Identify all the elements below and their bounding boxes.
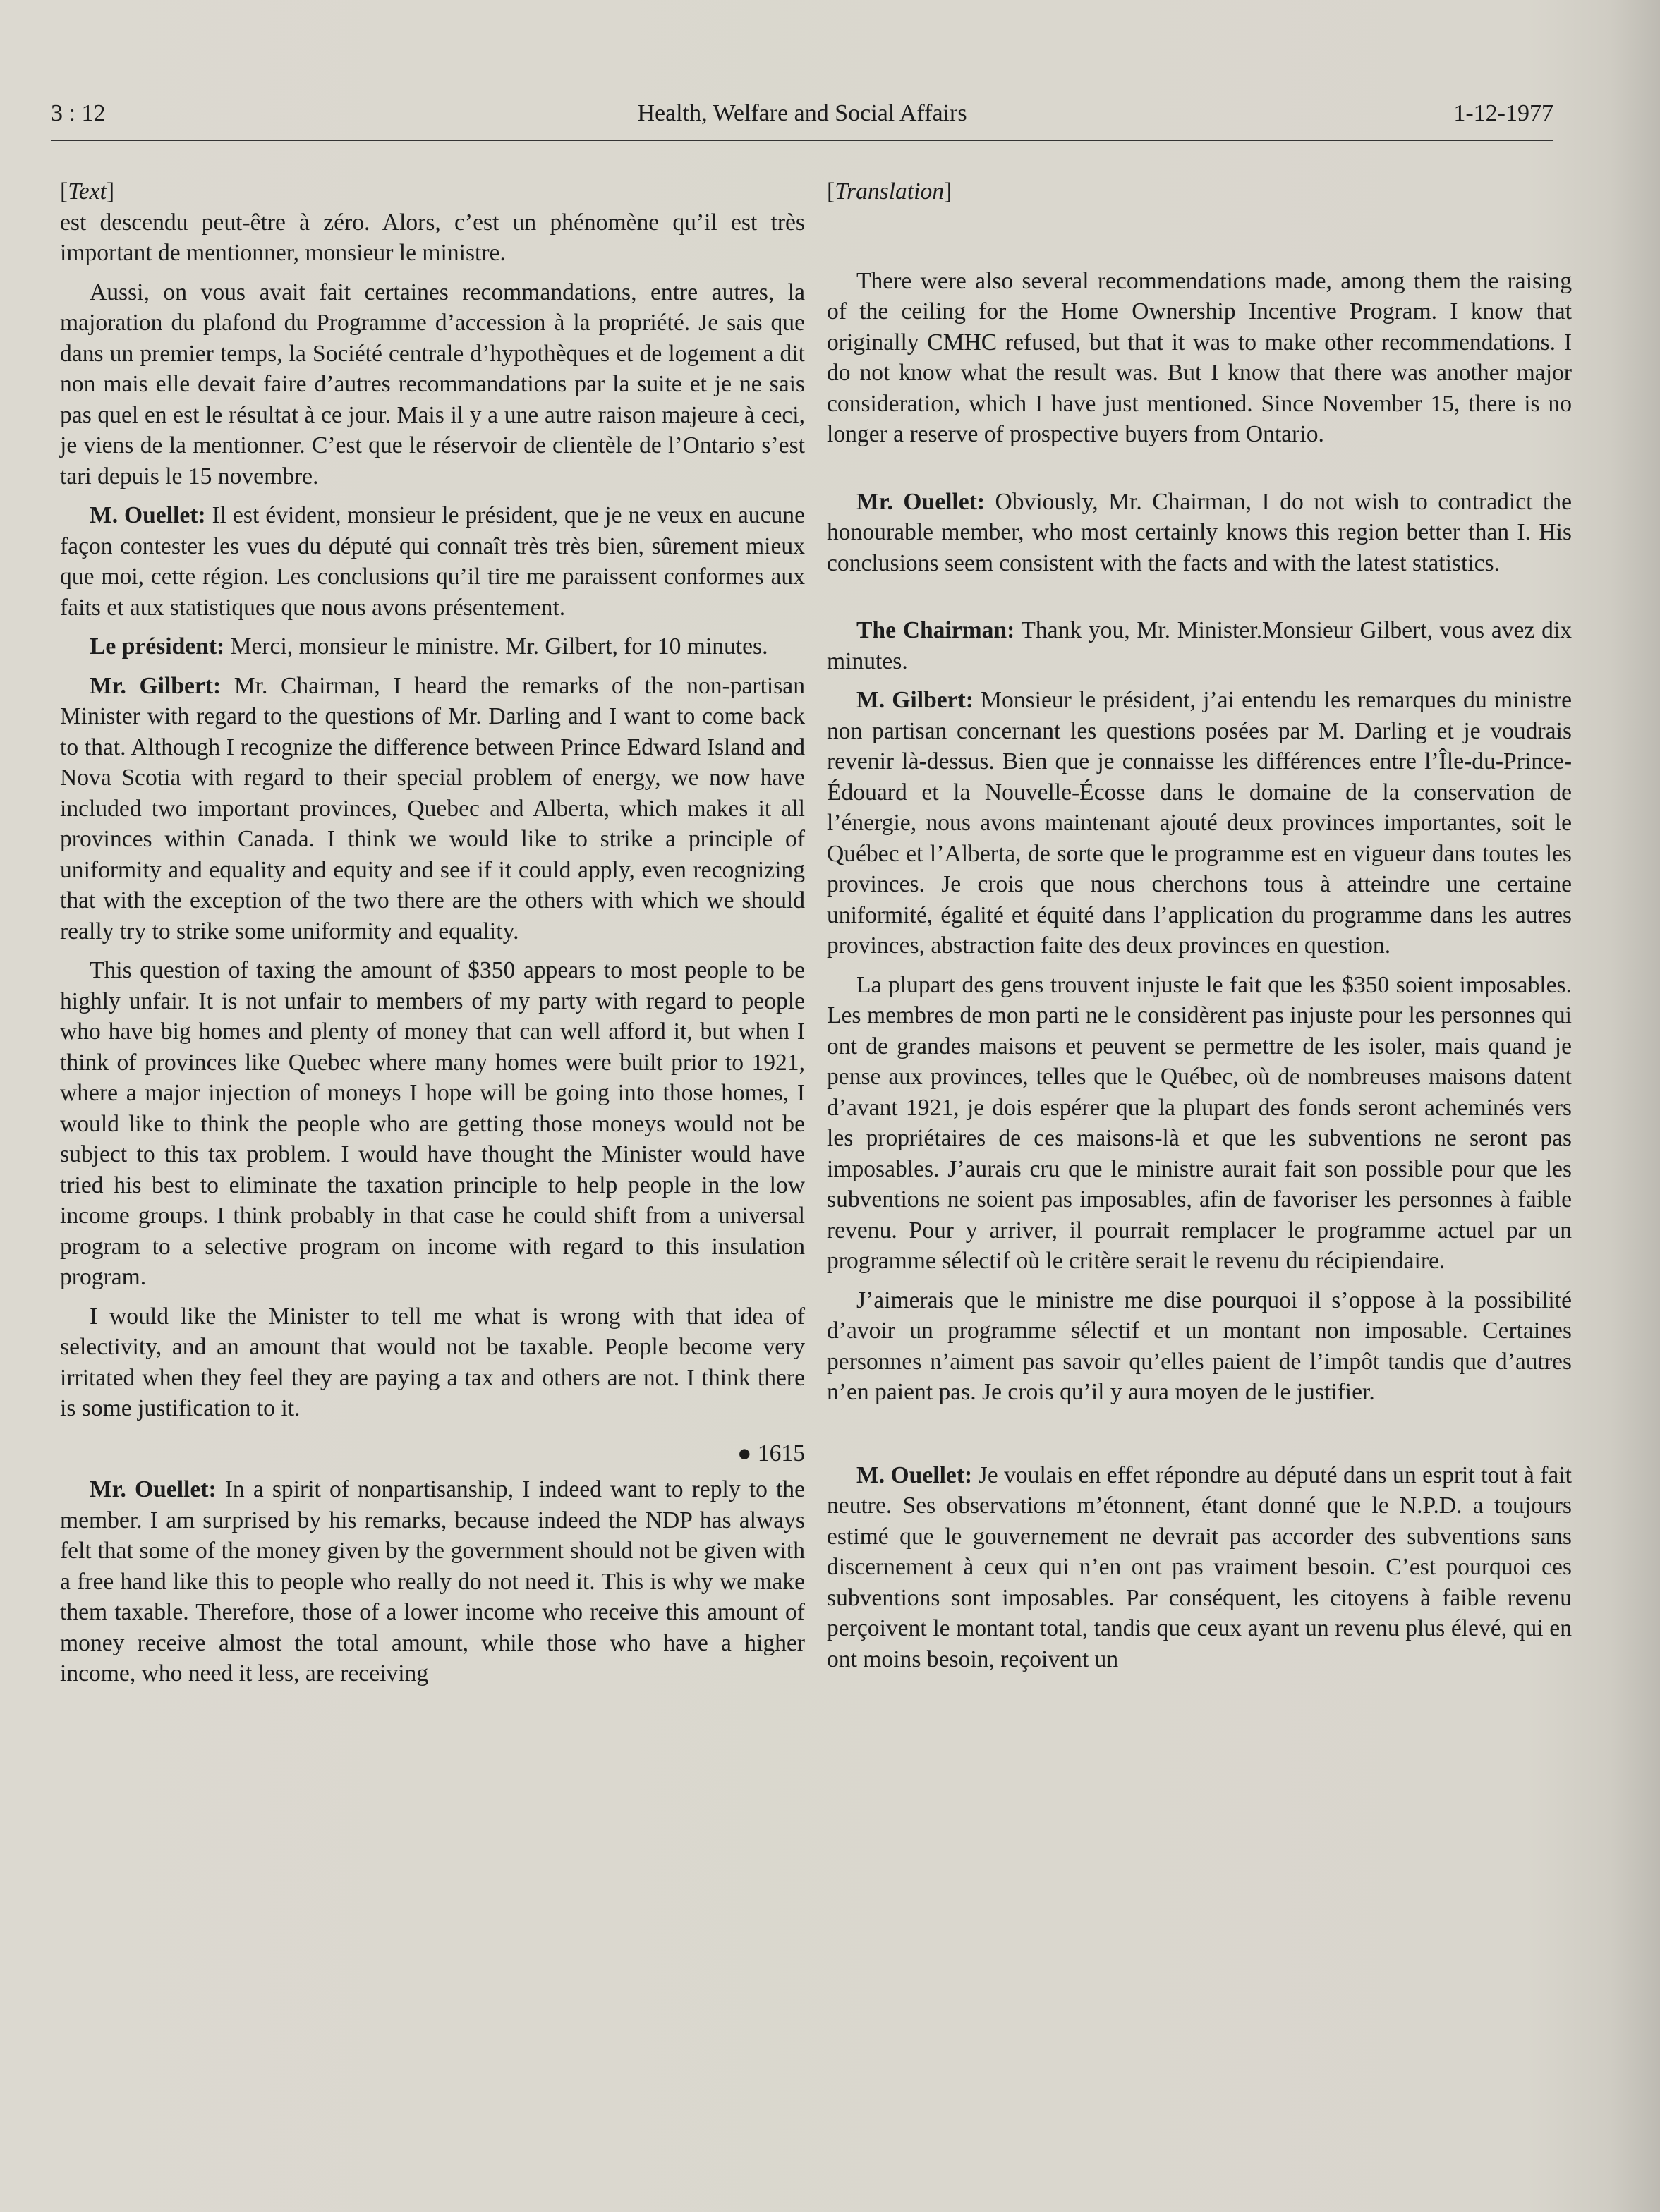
paragraph: est descendu peut-être à zéro. Alors, c’est un phénomène qu’il est très important de mentionner, monsieur le ministre. — [60, 209, 805, 266]
paragraph: Mr. Gilbert: Mr. Chairman, I heard the remarks of the non-partisan Minister with regard to the questions of Mr. Darling and I want to come back to that. Although I recognize the difference between Prince Edward Island and Nova Scotia with regard to their special problem of energy, we now have included two important provinces, Quebec and Alberta, which makes it all provinces within Canada. I think we would like to strike a principle of uniformity and equality and equity and see if it could apply, even recognizing that with the exception of the two there are the others with which we should really try to strike some uniformity and equality. — [60, 672, 805, 944]
paragraph: M. Ouellet: Je voulais en effet répondre au député dans un esprit tout à fait neutre. Ses observations m’étonnent, étant donné que le N.P.D. a toujours estimé que le gouvernement ne devrait pas accorder des subventions sans discernement à ceux qui n’en ont pas vraiment besoin. C’est pourquoi ces subventions sont imposables. Par conséquent, les citoyens à faible revenu perçoivent le montant total, tandis que ceux ayant un revenu plus élevé, qui en ont moins besoin, reçoivent un — [827, 1462, 1572, 1672]
speaker-name: The Chairman: — [856, 617, 1015, 643]
speaker-name: M. Ouellet: — [90, 502, 206, 528]
paragraph: Mr. Ouellet: Obviously, Mr. Chairman, I do not wish to contradict the honourable member, who most certainly knows this region better than I. His conclusions seem consistent with the facts and with the latest statistics. — [827, 488, 1572, 576]
right-column-translation — [827, 176, 1572, 1675]
running-title: Health, Welfare and Social Affairs — [637, 100, 967, 126]
speaker-name: Mr. Ouellet: — [856, 488, 986, 515]
paragraph: This question of taxing the amount of $350 appears to most people to be highly unfair. It is not unfair to members of my party with regard to people who have big homes and plenty of money that can well afford it, but when I think of provinces like Quebec where many homes were built prior to 1921, where a major injection of moneys I hope will be going into those homes, I would like to think the people who are getting those moneys would not be subject to this tax problem. I would have thought the Minister would have tried his best to eliminate the taxation principle to help people in the low income groups. I think probably in that case he could shift from a universal program to a selective program on income with regard to this insulation program. — [60, 957, 805, 1290]
speaker-name: M. Gilbert: — [856, 687, 974, 713]
speaker-name: Mr. Ouellet: — [90, 1476, 217, 1502]
paragraph: J’aimerais que le ministre me dise pourquoi il s’oppose à la possibilité d’avoir un programme sélectif et un montant non imposable. Certaines personnes n’aiment pas savoir qu’elles paient de l’impôt tandis que d’autres n’en paient pas. Je crois qu’il y aura moyen de le justifier. — [827, 1287, 1572, 1405]
paragraph: Mr. Ouellet: In a spirit of nonpartisanship, I indeed want to reply to the member. I am surprised by his remarks, because indeed the NDP has always felt that some of the money given by the government should not be given with a free hand like this to people who really do not need it. This is why we make them taxable. Therefore, those of a lower income who receive this amount of money receive almost the total amount, while those who have a higher income, who need it less, are receiving — [60, 1476, 805, 1687]
time-marker: ● 1615 — [737, 1440, 805, 1466]
paragraph: The Chairman: Thank you, Mr. Minister.Monsieur Gilbert, vous avez dix minutes. — [827, 617, 1572, 674]
speaker-name: Le président: — [90, 633, 225, 660]
paragraph: Aussi, on vous avait fait certaines recommandations, entre autres, la majoration du plafond du Programme d’accession à la propriété. Je sais que dans un premier temps, la Société centrale d’hypothèques et de logement a dit non mais elle devait faire d’autres recommandations par la suite et je ne sais pas quel en est le résultat à ce jour. Mais il y a une autre raison majeure à ceci, je viens de la mentionner. C’est que le réservoir de clientèle de l’Ontario s’est tari depuis le 15 novembre. — [60, 279, 805, 490]
left-column-french-original — [60, 176, 805, 1689]
paragraph: Le président: Merci, monsieur le ministre. Mr. Gilbert, for 10 minutes. — [90, 633, 768, 660]
translation-tag: [Translation] — [827, 178, 952, 205]
speaker-name: Mr. Gilbert: — [90, 672, 222, 699]
text-tag: [Text] — [60, 178, 115, 205]
page-reference: 3 : 12 — [51, 100, 106, 126]
page-header — [51, 97, 1553, 141]
paragraph: M. Ouellet: Il est évident, monsieur le président, que je ne veux en aucune façon contester les vues du député qui connaît très très bien, sûrement mieux que moi, cette région. Les conclusions qu’il tire me paraissent conformes aux faits et aux statistiques que nous avons présentement. — [60, 502, 805, 621]
speaker-name: M. Ouellet: — [856, 1462, 973, 1488]
paragraph: M. Gilbert: Monsieur le président, j’ai entendu les remarques du ministre non partisan concernant les questions posées par M. Darling et je voudrais revenir là-dessus. Bien que je connaisse les différences entre l’Île-du-Prince-Édouard et la Nouvelle-Écosse dans le domaine de la conservation de l’énergie, nous avons maintenant ajouté deux provinces importantes, soit le Québec et l’Alberta, de sorte que le programme est en vigueur dans toutes les provinces. Je crois que nous cherchons tous à atteindre une certaine uniformité, égalité et équité dans l’application du programme dans les autres provinces, abstraction faite des deux provinces en question. — [827, 687, 1572, 959]
paragraph: La plupart des gens trouvent injuste le fait que les $350 soient imposables. Les membres de mon parti ne le considèrent pas injuste pour les personnes qui ont de grandes maisons et peuvent se permettre de les isoler, mais quand je pense aux provinces, telles que le Québec, où de nombreuses maisons datent d’avant 1921, je dois espérer que la plupart des fonds seront acheminés vers les propriétaires de ces maisons-là et que les subventions ne seront pas imposables. J’aurais cru que le ministre aurait fait son possible pour que les subventions ne soient pas imposables, afin de favoriser les personnes à faible revenu. Pour y arriver, il pourrait remplacer le programme actuel par un programme sélectif où le critère serait le revenu du récipiendaire. — [827, 971, 1572, 1274]
header-date: 1-12-1977 — [1453, 100, 1553, 126]
paragraph: I would like the Minister to tell me what is wrong with that idea of selectivity, and an amount that would not be taxable. People become very irritated when they feel they are paying a tax and others are not. I think there is some justification to it. — [60, 1303, 805, 1421]
paragraph: There were also several recommendations made, among them the raising of the ceiling for the Home Ownership Incentive Program. I know that originally CMHC refused, but that it was to make other recommendations. I do not know what the result was. But I know that there was another major consideration, which I have just mentioned. Since November 15, there is no longer a reserve of prospective buyers from Ontario. — [827, 267, 1572, 447]
